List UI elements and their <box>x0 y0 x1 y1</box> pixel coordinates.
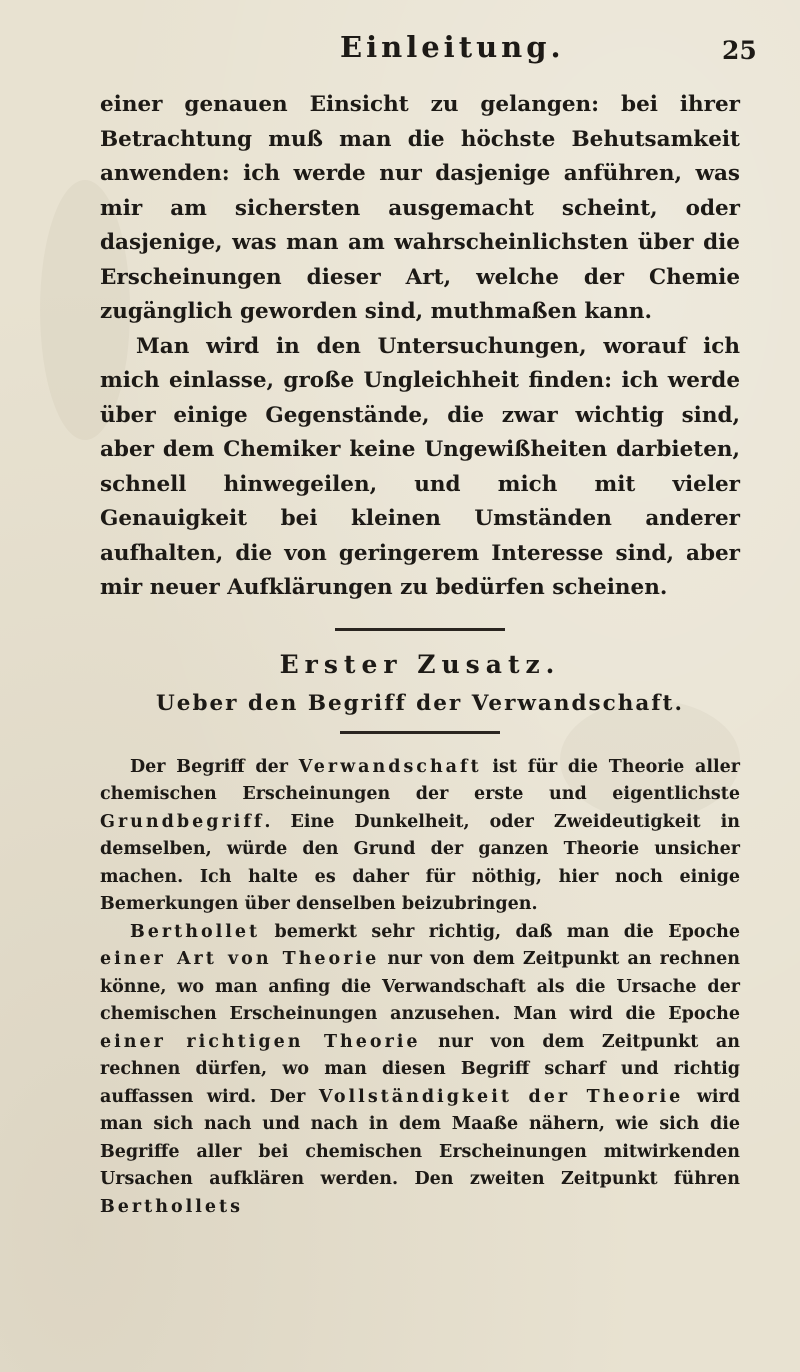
emphasized-term: Vollständigkeit der Theorie <box>318 1086 684 1107</box>
intro-paragraph: einer genauen Einsicht zu gelangen: bei ihrer Betrachtung muß man die höchste Behutsamkeit anwenden: ich werde nur dasjenige anführen, was mir am sichersten ausgemacht scheint, oder dasjenige, was man am wahrscheinlichsten über die Erscheinungen dieser Art, welche der Chemie zugänglich geworden sind, muthmaßen kann. <box>100 92 740 324</box>
text-run: wird man sich nach und nach in dem Maaße nähern, wie sich die Begriffe aller bei chemischen Erscheinungen mitwirkenden Ursachen aufklären werden. Den zweiten Zeitpunkt führen <box>100 1086 740 1189</box>
intro-text <box>100 88 740 606</box>
emphasized-term: Berthollets <box>100 1196 243 1217</box>
intro-paragraph: Man wird in den Untersuchungen, worauf ich mich einlasse, große Ungleichheit finden: ich werde über einige Gegenstände, die zwar wichtig sind, aber dem Chemiker keine Ungewißheiten darbieten, schnell hinwegeilen, und mich mit vieler Genauigkeit bei kleinen Umständen anderer aufhalten, die von geringerem Interesse sind, aber mir neuer Aufklärungen zu bedürfen scheinen. <box>100 333 740 600</box>
section-text <box>100 754 740 1222</box>
section-subtitle: Ueber den Begriff der Verwandschaft. <box>156 690 684 716</box>
running-title: Einleitung. <box>340 30 565 64</box>
text-run: nur von dem Zeitpunkt an rechnen könne, wo man anfing die Verwandschaft als die Ursache der chemischen Erscheinungen anzusehen. Man wird die Epoche <box>100 949 740 1024</box>
section-title: Erster Zusatz. <box>279 649 561 679</box>
emphasized-term: Berthollet <box>130 921 261 942</box>
emphasized-term: Verwandschaft <box>298 756 482 777</box>
text-run: bemerkt sehr richtig, daß man die Epoche <box>260 921 740 942</box>
text-run: . Eine Dunkelheit, oder Zweideutigkeit in demselben, würde den Grund der ganzen Theorie unsicher machen. Ich halte es daher für nöthig, hier noch einige Bemerkungen über denselben beizubringen. <box>100 811 740 914</box>
paragraph <box>100 754 740 919</box>
divider <box>335 628 505 631</box>
page-number: 25 <box>722 36 757 65</box>
emphasized-term: einer Art von Theorie <box>100 949 380 969</box>
text-run: ist für die Theorie aller chemischen Erscheinungen der erste und eigentlichste <box>100 756 740 804</box>
paragraph <box>100 919 740 1222</box>
divider <box>340 731 500 734</box>
text-run: Der Begriff der <box>130 756 299 777</box>
emphasized-term: Grundbegriff <box>100 811 265 832</box>
emphasized-term: einer richtigen Theorie <box>100 1031 421 1052</box>
body-text <box>100 88 740 1221</box>
running-head <box>0 22 800 65</box>
text-run: nur von dem Zeitpunkt an rechnen dürfen, wo man diesen Begriff scharf und richtig auffassen wird. Der <box>100 1031 740 1107</box>
